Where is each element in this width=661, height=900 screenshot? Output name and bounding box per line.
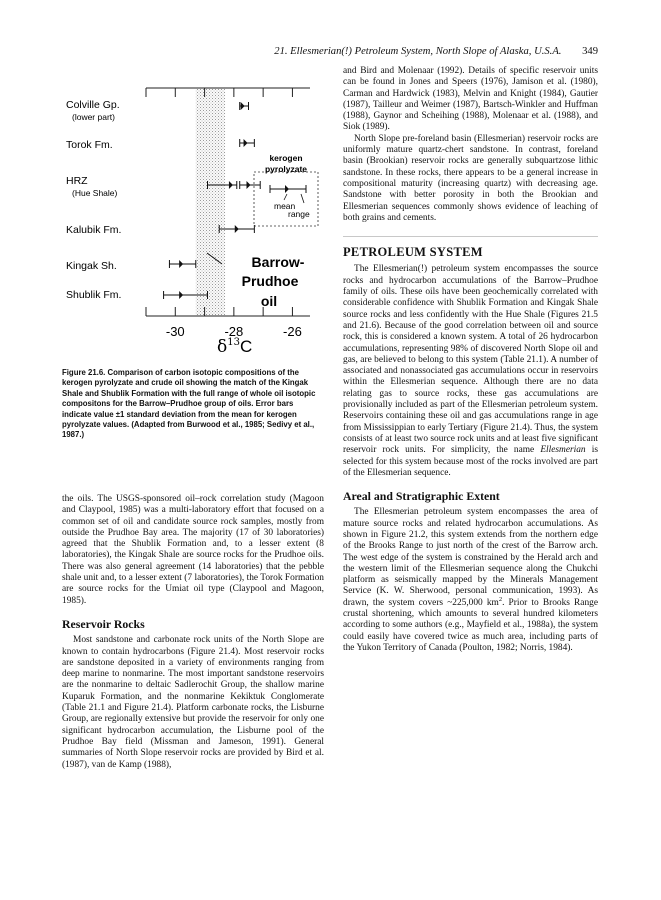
unit-label: Kingak Sh. xyxy=(66,260,117,272)
p4-text-b: . Prior to Brooks Range crustal shortening, which amounts to several hundred kilometers according to some authors (e.g., Mayfield et al., 1988a), the system could easily have covered twice as much area, including parts of the Yukon Territory of Canada (Poulton, 1982; Norris, 1984). xyxy=(343,597,598,653)
legend-range-label: range xyxy=(288,209,310,219)
unit-label: HRZ xyxy=(66,175,88,187)
mean-marker xyxy=(241,102,245,110)
oil-label-line-1: Barrow- xyxy=(251,254,305,270)
mean-marker xyxy=(179,291,183,299)
error-bar-5 xyxy=(169,260,195,268)
page-number: 349 xyxy=(582,46,598,57)
left-column xyxy=(62,494,324,771)
unit-sublabel: (lower part) xyxy=(72,112,115,122)
section-divider xyxy=(343,236,598,237)
legend-mean-pointer xyxy=(284,194,287,200)
legend-mean-label: mean xyxy=(274,201,296,211)
unit-label: Kalubik Fm. xyxy=(66,224,122,236)
error-bar-2 xyxy=(240,139,255,147)
p4-sup: 2 xyxy=(498,595,503,603)
x-tick-label: -26 xyxy=(283,324,302,339)
mean-marker xyxy=(247,181,251,189)
right-paragraph-3 xyxy=(343,264,598,479)
p3-end: is selected for this system because most of the rocks involved are part of the Ellesmerian sequence. xyxy=(343,445,598,478)
isotope-chart xyxy=(62,86,324,356)
mean-marker xyxy=(229,181,233,189)
right-paragraph-4 xyxy=(343,507,598,654)
unit-label: Torok Fm. xyxy=(66,139,113,151)
legend-title: kerogen xyxy=(269,153,303,163)
legend-title-2: pyrolyzate xyxy=(264,164,308,174)
running-title: 21. Ellesmerian(!) Petroleum System, North Slope of Alaska, U.S.A. xyxy=(274,46,562,57)
right-paragraph-1: and Bird and Molenaar (1992). Details of specific reservoir units can be found in Jones and Speers (1976), Jamison et al. (1980), Carman and Hardwick (1983), Melvin and Knight (1984), Gautier (1987), Tailleur and Weimer (1987), Bartsch-Winkler and Huffman (1988), Gaynor and Scheihing (1988), Molenaar et al. (1988), and Siok (1989). xyxy=(343,66,598,133)
legend-sample-bar xyxy=(270,185,306,193)
p3-italic: Ellesmerian xyxy=(540,445,586,456)
x-tick-label: -30 xyxy=(165,324,185,339)
oil-label-line-3: oil xyxy=(260,293,278,309)
error-bar-1 xyxy=(240,102,249,110)
heading-petroleum-system: PETROLEUM SYSTEM xyxy=(343,245,483,260)
mean-marker xyxy=(235,225,239,233)
unit-label: Colville Gp. xyxy=(66,99,120,111)
p4-text-a: The Ellesmerian petroleum system encompasses the area of mature source rocks and related hydrocarbon accumulations. As shown in Figure 21.2, this system extends from the northern edge of the Brooks Range to just north of the crest of the Barrow arch. The west edge of the system is constrained by the Herald arch and the western limit of the Ellesmerian sequence along the Chukchi platform as seismically mapped by the Minerals Management Service (K. W. Sherwood, personal communication, 1993). As drawn, the system covers ~225,000 km xyxy=(343,507,598,608)
oil-label-line-2: Prudhoe xyxy=(241,273,299,289)
right-paragraph-2: North Slope pre-foreland basin (Ellesmerian) reservoir rocks are uniformly mature quartz-chert sandstone. In contrast, foreland basin (Brookian) reservoir rocks are generally subquartzose lithic sandstone. In these rocks, there appears to be a general increase in compositional maturity (increasing quartz) with decreasing age. Sandstone with better porosity in both the Brookian and Ellesmerian sequences commonly shows evidence of leaching of both grains and cements. xyxy=(343,133,598,223)
error-bar-3-b xyxy=(240,181,261,189)
mean-marker xyxy=(244,139,248,147)
legend-range-pointer xyxy=(301,194,304,203)
x-tick-label: -28 xyxy=(224,324,244,339)
x-axis-title: $\delta^{13}C$ xyxy=(217,337,253,356)
running-header xyxy=(262,46,598,57)
figure-caption: Figure 21.6. Comparison of carbon isotopic compositions of the kerogen pyrolyzate and crude oil showing the match of the Kingak Shale and Shublik Formation with the full range of whole oil isotopic compositons for the Barrow–Prudhoe group of oils. Error bars indicate value ±1 standard deviation from the mean for kerogen pyrolyzate values. (Adapted from Burwood et al., 1985; Sedivy et al., 1987.) xyxy=(62,368,316,440)
right-column xyxy=(343,66,598,654)
unit-sublabel: (Hue Shale) xyxy=(72,188,118,198)
oil-range-band xyxy=(196,88,225,316)
left-paragraph-2: Most sandstone and carbonate rock units of the North Slope are known to contain hydrocarbons (Figure 21.4). Most reservoir rocks are sandstone deposited in a variety of environments ranging from deep marine to nonmarine. The most important sandstone reservoirs are the nonmarine to deltaic Sadlerochit Group, the shallow marine Kuparuk Formation, and the nonmarine Kekiktuk Conglomerate (Table 21.1 and Figure 21.4). Platform carbonate rocks, the Lisburne Group, are regionally extensive but provide the reservoir for only one significant hydrocarbon accumulation, the Lisburne pool of the Prudhoe Bay field (Missman and Jameson, 1991). General summaries of North Slope reservoir rocks are provided by Bird et al. (1987), van de Kamp (1988), xyxy=(62,635,324,770)
figure-21-6 xyxy=(62,86,324,356)
heading-reservoir-rocks: Reservoir Rocks xyxy=(62,616,145,631)
unit-label: Shublik Fm. xyxy=(66,289,122,301)
p3-text: The Ellesmerian(!) petroleum system encompasses the source rocks and hydrocarbon accumulations of the Barrow–Prudhoe family of oils. These oils have been geochemically correlated with considerable confidence with Shublik Formation and Kingak Shale source rocks and less confidently with the Hue Shale (Figures 21.5 and 21.6). Because of the good correlation between oil and source rock, this is considered a known system. A total of 26 hydrocarbon accumulations, representing 98% of discovered North Slope oil and gas, are believed to belong to this system (Table 21.1). A number of associated and nonassociated gas accumulations occur in reservoirs within the Ellesmerian sequence. Although there are no data relating gas to source rocks, these gas accumulations are provisionally included as part of the Ellesmerian petroleum system. Reservoirs containing these oil and gas accumulations range in age from Mississippian to early Tertiary (Figure 21.4). Thus, the system consists of at least two source rock units and at least five significant reservoir rock units. For simplicity, the name xyxy=(343,264,598,456)
heading-areal-extent: Areal and Stratigraphic Extent xyxy=(343,489,500,504)
left-paragraph-1: the oils. The USGS-sponsored oil–rock correlation study (Magoon and Claypool, 1985) was a multi-laboratory effort that focused on a common set of oil and candidate source rock samples, mostly from outside the Prudhoe Bay area. The majority (17 of 30 laboratories) agreed that the Shublik Formation and, to a lesser extent (8 laboratories), the Kingak Shale are source rocks for the Prudhoe oils. There was also general agreement (14 laboratories) that the pebble shale unit and, to a lesser extent (7 laboratories), the Torok Formation are source rocks for the Umiat oil type (Claypool and Magoon, 1985). xyxy=(62,494,324,606)
mean-marker xyxy=(179,260,183,268)
